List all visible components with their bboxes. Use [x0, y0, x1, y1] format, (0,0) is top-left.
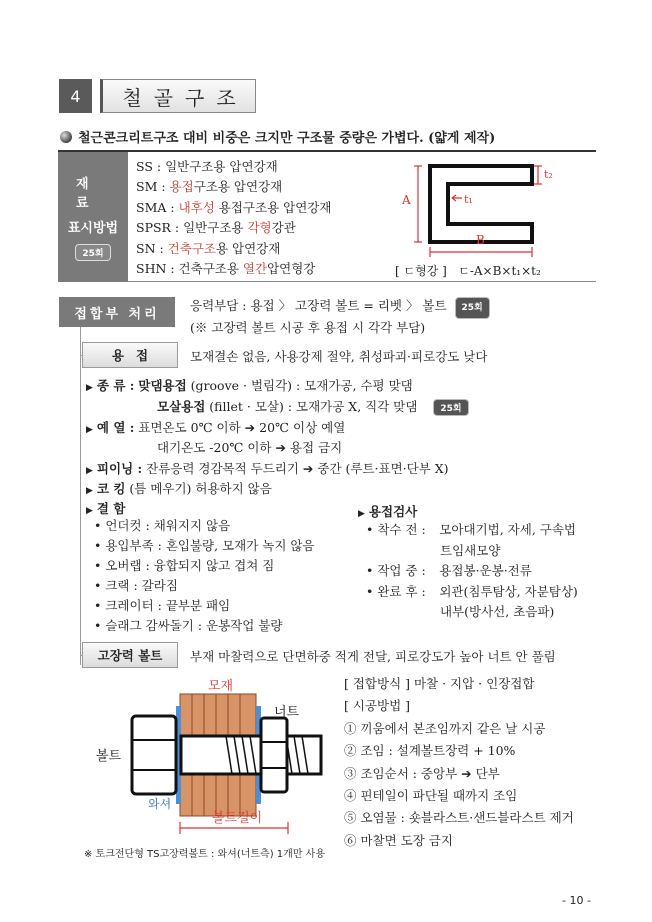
material-list [136, 157, 331, 279]
exam-badge: 25회 [75, 244, 110, 261]
bolt-note: ※ 토크전단형 TS고장력볼트 : 와셔(너트측) 1개만 사용 [84, 849, 325, 860]
list-item: ③ 조임순서 : 중앙부 ➔ 단부 [344, 765, 500, 781]
bullet-ball-icon [60, 131, 72, 143]
section-title: 철골구조 [100, 79, 256, 113]
list-item: [ 접합방식 ] 마찰 · 지압 · 인장접합 [344, 676, 535, 691]
exam-badge: 25회 [433, 399, 468, 416]
list-item: ⑤ 오염물 : 숏블라스트·샌드블라스트 제거 [344, 810, 574, 826]
bolt-label: 고장력 볼트 [82, 642, 178, 668]
preheat-1: ▶ 예 열 : 표면온도 0℃ 이하 ➔ 20℃ 이상 예열 [86, 420, 346, 435]
tree-line [80, 327, 81, 665]
material-label-line1: 재료 [76, 177, 107, 211]
peening: ▶ 피이닝 : 잔류응력 경감목적 두드리기 ➔ 중간 (루트·표면·단부 X) [86, 461, 449, 476]
material-line: SN : 건축구조용 압연강재 [136, 240, 281, 256]
list-item: • 착수 전 : 모아대기법, 자세, 구속법 [366, 522, 577, 537]
page-number: - 10 - [562, 894, 591, 907]
weld-label: 용접 [82, 342, 178, 368]
defect-list [94, 516, 315, 636]
list-item: 내부(방사선, 초음파) [440, 604, 555, 619]
list-item: [ 시공방법 ] [344, 698, 411, 714]
weld-type-2: 모살용접 (fillet · 모살) : 모재가공 X, 직각 맞댐 25회 [157, 397, 469, 416]
material-line: SS : 일반구조용 압연강재 [136, 159, 278, 174]
caulking: ▶ 코 킹 (틈 메우기) 허용하지 않음 [86, 481, 272, 496]
joint-label: 접합부 처리 [59, 297, 175, 327]
material-line: SM : 용접구조용 압연강재 [136, 179, 283, 195]
diagram-label-a: A [402, 193, 411, 207]
bolt-figure [96, 676, 336, 840]
list-item: • 작업 중 : 용접봉·운봉·전류 [366, 563, 532, 578]
list-item: 트임새모양 [440, 542, 501, 558]
section-number: 4 [59, 79, 92, 113]
inspection-head: ▶ 용접검사 [358, 504, 418, 519]
label-length: 볼트길이 [212, 811, 263, 826]
diagram-label-t1: t₁ [464, 193, 473, 206]
list-item: • 오버랩 : 융합되지 않고 겹쳐 짐 [94, 558, 275, 573]
list-item: • 슬래그 감싸돌기 : 운봉작업 불량 [94, 618, 283, 633]
list-item: ④ 핀테일이 파단될 때까지 조임 [344, 788, 518, 804]
diagram-caption: [ ㄷ형강 ] ㄷ-A×B×t₁×t₂ [395, 264, 541, 278]
exam-badge: 25회 [455, 297, 490, 319]
list-item: ① 끼움에서 본조임까지 같은 날 시공 [344, 720, 546, 736]
diagram-label-t2: t₂ [544, 168, 553, 181]
label-bolt: 볼트 [96, 749, 122, 764]
material-label [58, 152, 128, 282]
inspection-list [366, 520, 578, 623]
list-item: • 언더컷 : 채워지지 않음 [94, 518, 231, 533]
material-label-line2: 표시방법 [67, 221, 119, 236]
material-line: SPSR : 일반구조용 각형강관 [136, 220, 296, 236]
label-washer: 와셔 [148, 797, 172, 811]
defect-head: ▶ 결 함 [86, 501, 126, 516]
label-base: 모재 [208, 679, 234, 694]
weld-summary: 모재결손 없음, 사용강제 절약, 취성파괴·피로강도 낮다 [190, 349, 488, 364]
list-item: ② 조임 : 설계볼트장력 + 10% [344, 743, 516, 759]
list-item: • 크레이터 : 끝부분 패임 [94, 598, 231, 613]
preheat-2: 대기온도 -20℃ 이하 ➔ 용접 금지 [157, 440, 343, 455]
key-point: 철근콘크리트구조 대비 비중은 크지만 구조물 중량은 가볍다. (얇게 제작) [78, 131, 496, 146]
joint-text: 응력부담 : 용접 〉 고장력 볼트 = 리벳 〉 볼트 25회 (※ 고장력 볼트 시공 후 용접 시 각각 부담) [190, 297, 490, 337]
material-line: SHN : 건축구조용 열간압연형강 [136, 261, 316, 277]
list-item: • 용입부족 : 혼입불량, 모재가 녹지 않음 [94, 538, 315, 553]
material-line: SMA : 내후성 용접구조용 압연강재 [136, 199, 332, 215]
channel-section-diagram [392, 158, 564, 258]
list-item: • 완료 후 : 외관(침투탐상, 자분탐상) [366, 583, 578, 599]
bolt-methods [344, 673, 574, 852]
diagram-label-b: B [476, 233, 485, 247]
weld-type-1: ▶ 종 류 : 맞댐용접 (groove · 벌림각) : 모재가공, 수평 맞댐 [86, 378, 413, 393]
bolt-summary: 부재 마찰력으로 단면하중 적게 전달, 피로강도가 높아 너트 안 풀림 [190, 649, 556, 664]
list-item: ⑥ 마찰면 도장 금지 [344, 832, 453, 848]
list-item: • 크랙 : 갈라짐 [94, 578, 178, 593]
label-nut: 너트 [274, 705, 300, 720]
